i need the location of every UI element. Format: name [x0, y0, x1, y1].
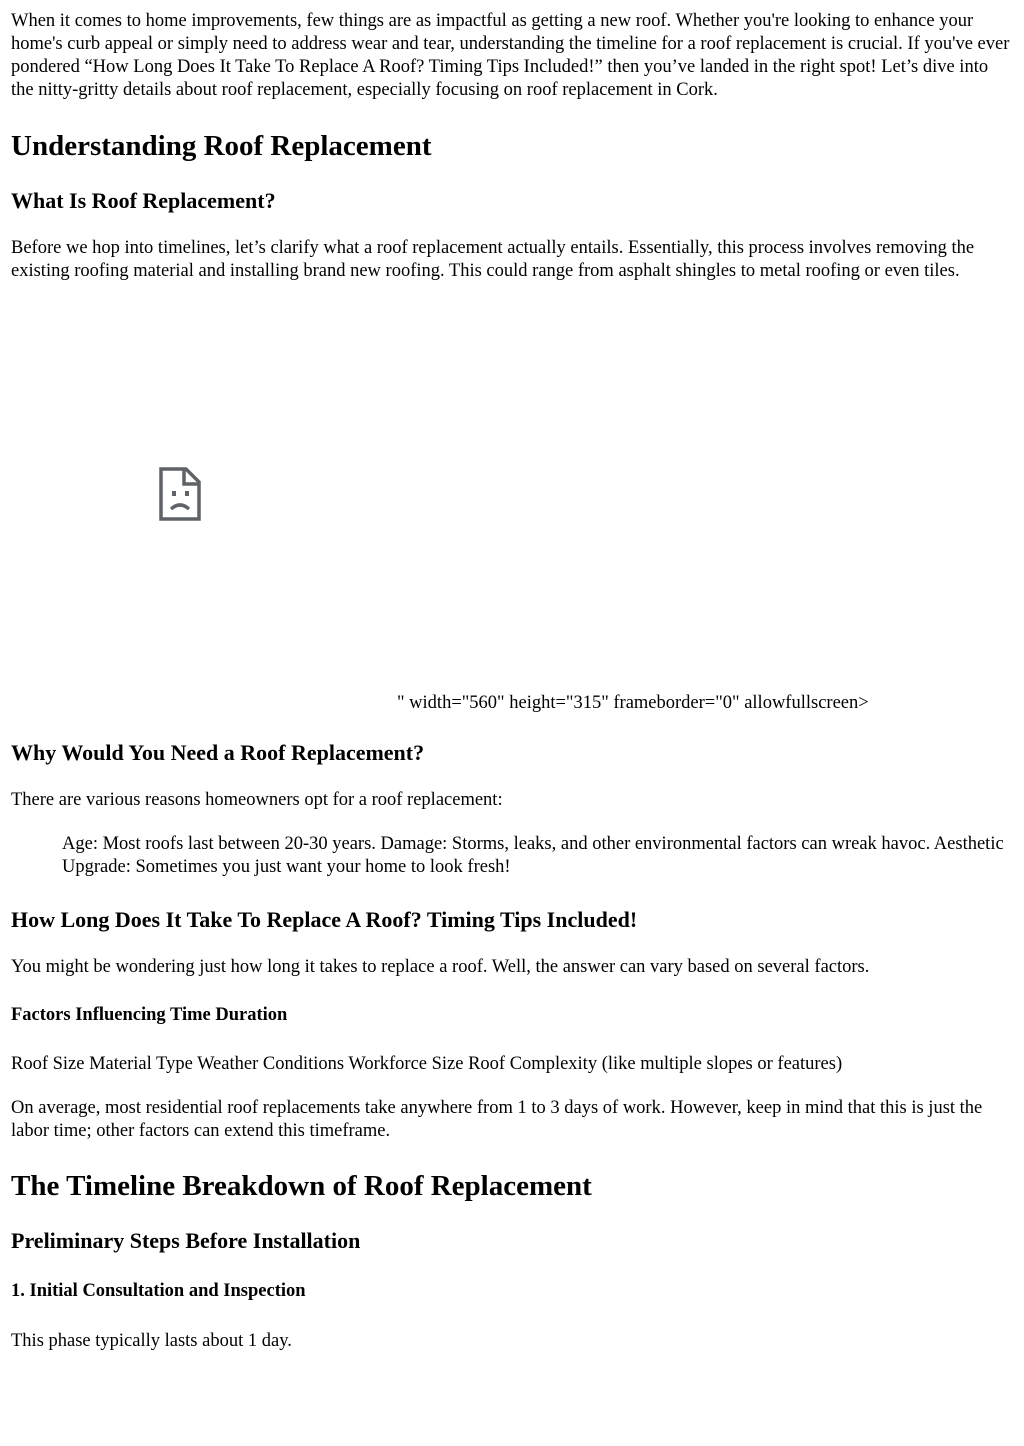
- intro-paragraph: When it comes to home improvements, few things are as impactful as getting a new roof. Whether you're looking to enhance your home's curb appeal or simply need to address wear and tear, understanding the timeline for a roof replacement is crucial. If you've ever pondered “How Long Does It Take To Replace A Roof? Timing Tips Included!” then you’ve landed in the right spot! Let’s dive into the nitty-gritty details about roof replacement, especially focusing on roof replacement in Cork.: [11, 11, 1010, 100]
- heading-factors: Factors Influencing Time Duration: [11, 1005, 288, 1025]
- iframe-leftover-text: " width="560" height="315" frameborder="0" allowfullscreen>: [397, 693, 869, 713]
- paragraph-phase-duration: This phase typically lasts about 1 day.: [11, 1331, 292, 1351]
- broken-embed: [11, 283, 1013, 715]
- paragraph-factors-list: Roof Size Material Type Weather Conditions Workforce Size Roof Complexity (like multiple slopes or features): [11, 1054, 843, 1074]
- heading-understanding-roof-replacement: Understanding Roof Replacement: [11, 130, 432, 162]
- heading-timeline-breakdown: The Timeline Breakdown of Roof Replacement: [11, 1170, 592, 1202]
- paragraph-before-timelines: Before we hop into timelines, let’s clarify what a roof replacement actually entails. Essentially, this process involves removing the existing roofing material and installing brand new roofing. This could range from asphalt shingles to metal roofing or even tiles.: [11, 238, 975, 281]
- heading-what-is-roof-replacement: What Is Roof Replacement?: [11, 188, 276, 213]
- paragraph-reasons: There are various reasons homeowners opt for a roof replacement:: [11, 790, 503, 810]
- broken-document-icon: [158, 466, 202, 522]
- heading-initial-consultation: 1. Initial Consultation and Inspection: [11, 1281, 306, 1301]
- heading-preliminary-steps: Preliminary Steps Before Installation: [11, 1228, 361, 1253]
- paragraph-average: On average, most residential roof replacements take anywhere from 1 to 3 days of work. However, keep in mind that this is just the labor time; other factors can extend this timeframe.: [11, 1098, 983, 1141]
- paragraph-wondering: You might be wondering just how long it takes to replace a roof. Well, the answer can vary based on several factors.: [11, 957, 870, 977]
- heading-why-need-roof-replacement: Why Would You Need a Roof Replacement?: [11, 740, 425, 765]
- heading-how-long: How Long Does It Take To Replace A Roof? Timing Tips Included!: [11, 907, 638, 932]
- reasons-blockquote: Age: Most roofs last between 20-30 years. Damage: Storms, leaks, and other environmental factors can wreak havoc. Aesthetic Upgrade: Sometimes you just want your home to look fresh!: [62, 834, 1004, 877]
